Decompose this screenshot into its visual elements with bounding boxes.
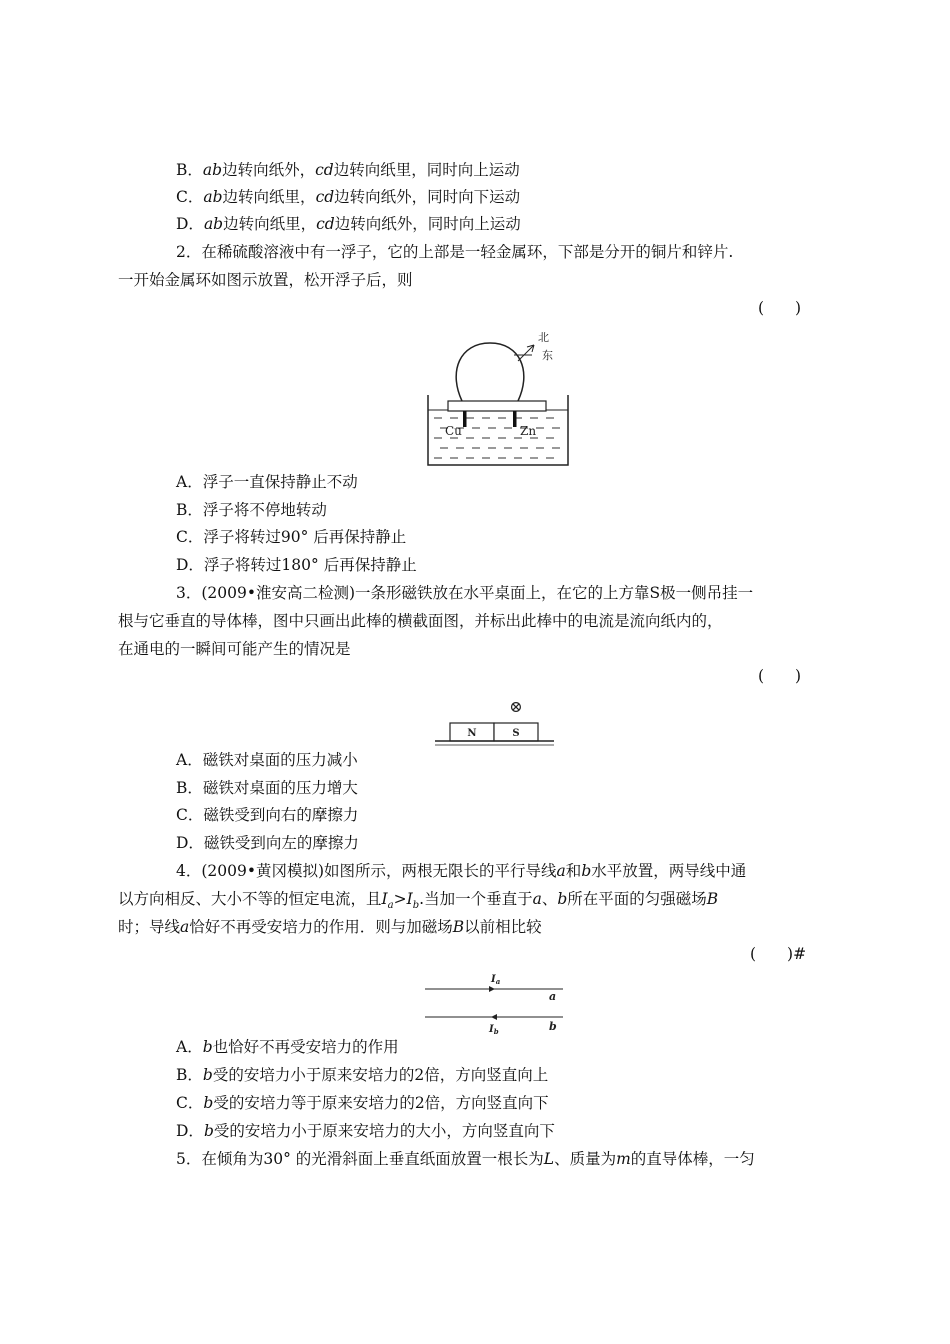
q4-option-b: B．b受的安培力小于原来安培力的2倍，方向竖直向上 — [176, 1066, 549, 1084]
q3-answer-paren: ( ) — [758, 667, 802, 685]
cu-label: Cu — [445, 424, 462, 438]
q2-float-figure — [420, 325, 590, 470]
q4-stem-line2: 以方向相反、大小不等的恒定电流，且$I_a>I_b$.当加一个垂直于a、b所在平面的匀强磁场B — [118, 890, 719, 912]
zn-label: Zn — [520, 424, 537, 438]
q3-option-c: C．磁铁受到向右的摩擦力 — [176, 806, 359, 824]
q2-option-b: B．浮子将不停地转动 — [176, 501, 327, 519]
q3-stem-line2: 根与它垂直的导体棒，图中只画出此棒的横截面图，并标出此棒中的电流是流向纸内的， — [118, 612, 723, 630]
q1-option-b: B．ab边转向纸外，cd边转向纸里，同时向上运动 — [176, 161, 520, 179]
q1-option-c: C．ab边转向纸里，cd边转向纸外，同时向下运动 — [176, 188, 521, 206]
metal-ring — [456, 343, 524, 401]
q3-stem-line3: 在通电的一瞬间可能产生的情况是 — [118, 640, 351, 658]
s-label: S — [512, 728, 520, 739]
copper-plate — [463, 411, 467, 427]
q2-answer-paren: ( ) — [758, 299, 802, 317]
n-label: N — [467, 728, 477, 739]
q3-option-b: B．磁铁对桌面的压力增大 — [176, 779, 358, 797]
q4-option-c: C．b受的安培力等于原来安培力的2倍，方向竖直向下 — [176, 1094, 549, 1112]
wire-a-label: a — [549, 990, 557, 1003]
q3-option-d: D．磁铁受到向左的摩擦力 — [176, 834, 359, 852]
wire-b-label: b — [549, 1020, 557, 1033]
q4-answer-paren: ( )# — [750, 945, 807, 963]
q4-option-d: D．b受的安培力小于原来安培力的大小，方向竖直向下 — [176, 1122, 555, 1140]
zinc-plate — [513, 411, 517, 427]
q2-stem-line1: 2．在稀硫酸溶液中有一浮子，它的上部是一轻金属环，下部是分开的铜片和锌片. — [176, 243, 734, 261]
float-plate — [448, 401, 546, 411]
q2-option-d: D．浮子将转过180° 后再保持静止 — [176, 556, 417, 574]
q2-option-c: C．浮子将转过90° 后再保持静止 — [176, 528, 407, 546]
q2-option-a: A．浮子一直保持静止不动 — [176, 473, 358, 491]
q3-option-a: A．磁铁对桌面的压力减小 — [176, 751, 358, 769]
q4-option-a: A．b也恰好不再受安培力的作用 — [176, 1038, 399, 1056]
current-into-page-symbol: ⊗ — [509, 697, 523, 716]
q3-stem-line1: 3．(2009•淮安高二检测)一条形磁铁放在水平桌面上，在它的上方靠S极一侧吊挂一 — [176, 584, 754, 602]
wire-a-arrow — [489, 986, 495, 992]
wire-b-arrow — [491, 1014, 497, 1020]
q4-stem-line1: 4．(2009•黄冈模拟)如图所示，两根无限长的平行导线a和b水平放置，两导线中通 — [176, 862, 747, 880]
q4-wires-figure — [425, 972, 565, 1034]
ib-label: $I_b$ — [489, 1024, 499, 1036]
q4-stem-line3: 时；导线a恰好不再受安培力的作用．则与加磁场B以前相比较 — [118, 918, 542, 936]
east-label: 东 — [542, 349, 553, 362]
q1-option-d: D．ab边转向纸里，cd边转向纸外，同时向上运动 — [176, 215, 521, 233]
q3-magnet-figure — [430, 693, 560, 748]
q5-stem-line1: 5．在倾角为30° 的光滑斜面上垂直纸面放置一根长为L、质量为m的直导体棒，一匀 — [176, 1150, 755, 1168]
north-label: 北 — [538, 331, 549, 344]
q2-stem-line2: 一开始金属环如图示放置，松开浮子后，则 — [118, 271, 413, 289]
north-arrow — [518, 345, 534, 361]
ia-label: $I_a$ — [491, 974, 501, 986]
